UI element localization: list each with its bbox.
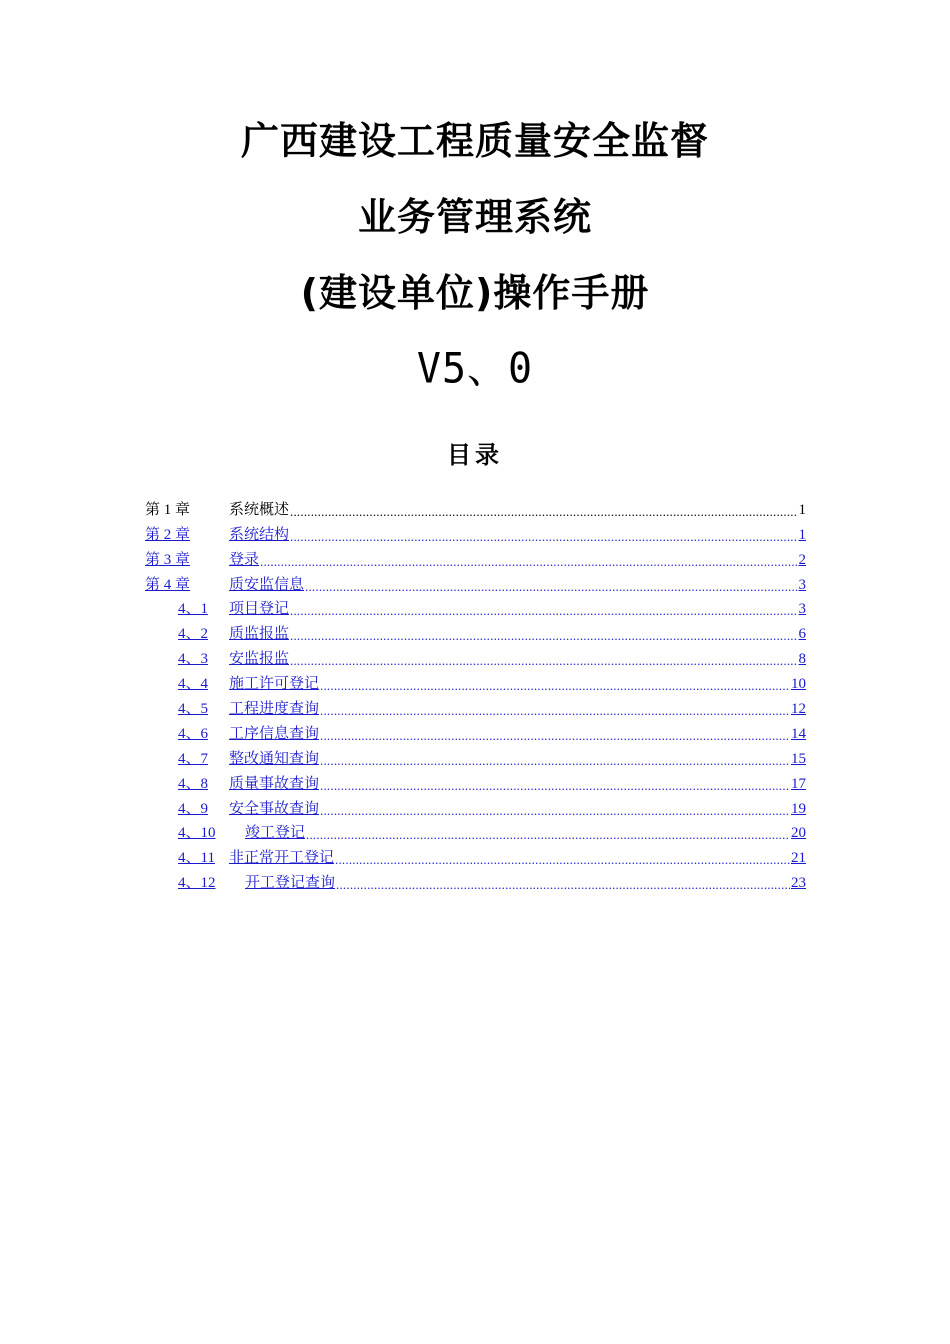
toc-entry-page: 14 [791,725,806,742]
toc-entry-number: 4、2 [178,626,209,643]
toc-dot-leader [260,553,797,571]
toc-dot-leader [320,777,790,795]
toc-entry-title: 整改通知查询 [229,750,320,767]
toc-entry-title: 质监报监 [229,626,290,643]
toc-entry-title: 施工许可登记 [229,676,320,693]
toc-link-4-11[interactable] [145,844,806,869]
toc-entry-number: 4、9 [178,800,209,817]
toc-entry-number: 4、3 [178,651,209,668]
toc-entry-number: 4、8 [178,775,209,792]
toc-link-4-5[interactable] [145,695,806,720]
toc-entry-page: 3 [798,601,806,618]
toc-entry-title: 竣工登记 [245,825,306,842]
toc-dot-leader [306,826,790,844]
toc-entry-title: 安全事故查询 [229,800,320,817]
toc-entry-number: 第 3 章 [145,551,191,568]
title-line-1: 广西建设工程质量安全监督 [240,119,709,163]
toc-entry-number: 4、11 [178,850,215,867]
version-label: V5、0 [416,344,534,394]
toc-entry-page: 10 [791,676,806,693]
toc-entry-number: 4、1 [178,601,209,618]
toc-dot-leader [320,802,790,820]
toc-dot-leader [320,702,790,720]
toc-entry-page: 6 [798,626,806,643]
toc-link-4-12[interactable] [145,869,806,894]
toc-dot-leader [305,578,797,596]
toc-dot-leader [320,677,790,695]
toc-entry-page: 23 [791,875,806,892]
toc-link-4-8[interactable] [145,770,806,795]
toc-entry-number: 第 2 章 [145,526,191,543]
toc-link-4-6[interactable] [145,720,806,745]
toc-entry-number: 4、5 [178,701,209,718]
toc-link-chapter-2[interactable] [145,521,806,546]
toc-entry-page: 12 [791,701,806,718]
toc-entry-title: 工程进度查询 [229,701,320,718]
toc-entry-page: 17 [791,775,806,792]
toc-heading: 目录 [447,441,503,469]
toc-entry-title: 系统结构 [229,526,290,543]
toc-entry-number: 4、10 [178,825,216,842]
toc-dot-leader [290,602,797,620]
toc-dot-leader [320,752,790,770]
title-line-3: (建设单位)操作手册 [300,271,650,315]
toc-entry-chapter-1 [145,496,806,521]
toc-entry-number: 4、6 [178,725,209,742]
toc-entry-page: 2 [798,551,806,568]
toc-entry-page: 1 [798,526,806,543]
toc-link-4-10[interactable] [145,820,806,845]
toc-dot-leader [335,851,790,869]
toc-dot-leader [336,876,790,894]
table-of-contents [145,496,806,894]
toc-entry-number: 第 4 章 [145,576,191,593]
toc-entry-title: 开工登记查询 [245,875,336,892]
toc-dot-leader [290,652,797,670]
toc-link-4-7[interactable] [145,745,806,770]
toc-entry-number: 4、7 [178,750,209,767]
toc-entry-title: 系统概述 [229,501,290,518]
toc-entry-title: 安监报监 [229,651,290,668]
toc-dot-leader [290,627,797,645]
toc-link-chapter-3[interactable] [145,546,806,571]
toc-entry-page: 19 [791,800,806,817]
toc-entry-page: 8 [798,651,806,668]
toc-entry-number: 4、4 [178,676,209,693]
toc-link-4-3[interactable] [145,645,806,670]
toc-dot-leader [290,503,797,521]
document-title [0,119,950,426]
toc-entry-title: 质量事故查询 [229,775,320,792]
toc-link-chapter-4[interactable] [145,571,806,596]
toc-entry-page: 15 [791,750,806,767]
toc-link-4-9[interactable] [145,795,806,820]
title-line-2: 业务管理系统 [357,195,592,239]
toc-entry-number: 第 1 章 [145,501,191,518]
toc-link-4-2[interactable] [145,620,806,645]
toc-dot-leader [320,727,790,745]
toc-entry-page: 1 [798,501,806,518]
toc-entry-page: 20 [791,825,806,842]
toc-link-4-1[interactable] [145,596,806,621]
toc-entry-number: 4、12 [178,875,216,892]
toc-entry-page: 3 [798,576,806,593]
toc-entry-title: 质安监信息 [229,576,305,593]
toc-entry-title: 项目登记 [229,601,290,618]
toc-entry-title: 登录 [229,551,260,568]
toc-entry-title: 非正常开工登记 [229,850,335,867]
toc-link-4-4[interactable] [145,670,806,695]
toc-dot-leader [290,528,797,546]
toc-entry-page: 21 [791,850,806,867]
toc-entry-title: 工序信息查询 [229,725,320,742]
